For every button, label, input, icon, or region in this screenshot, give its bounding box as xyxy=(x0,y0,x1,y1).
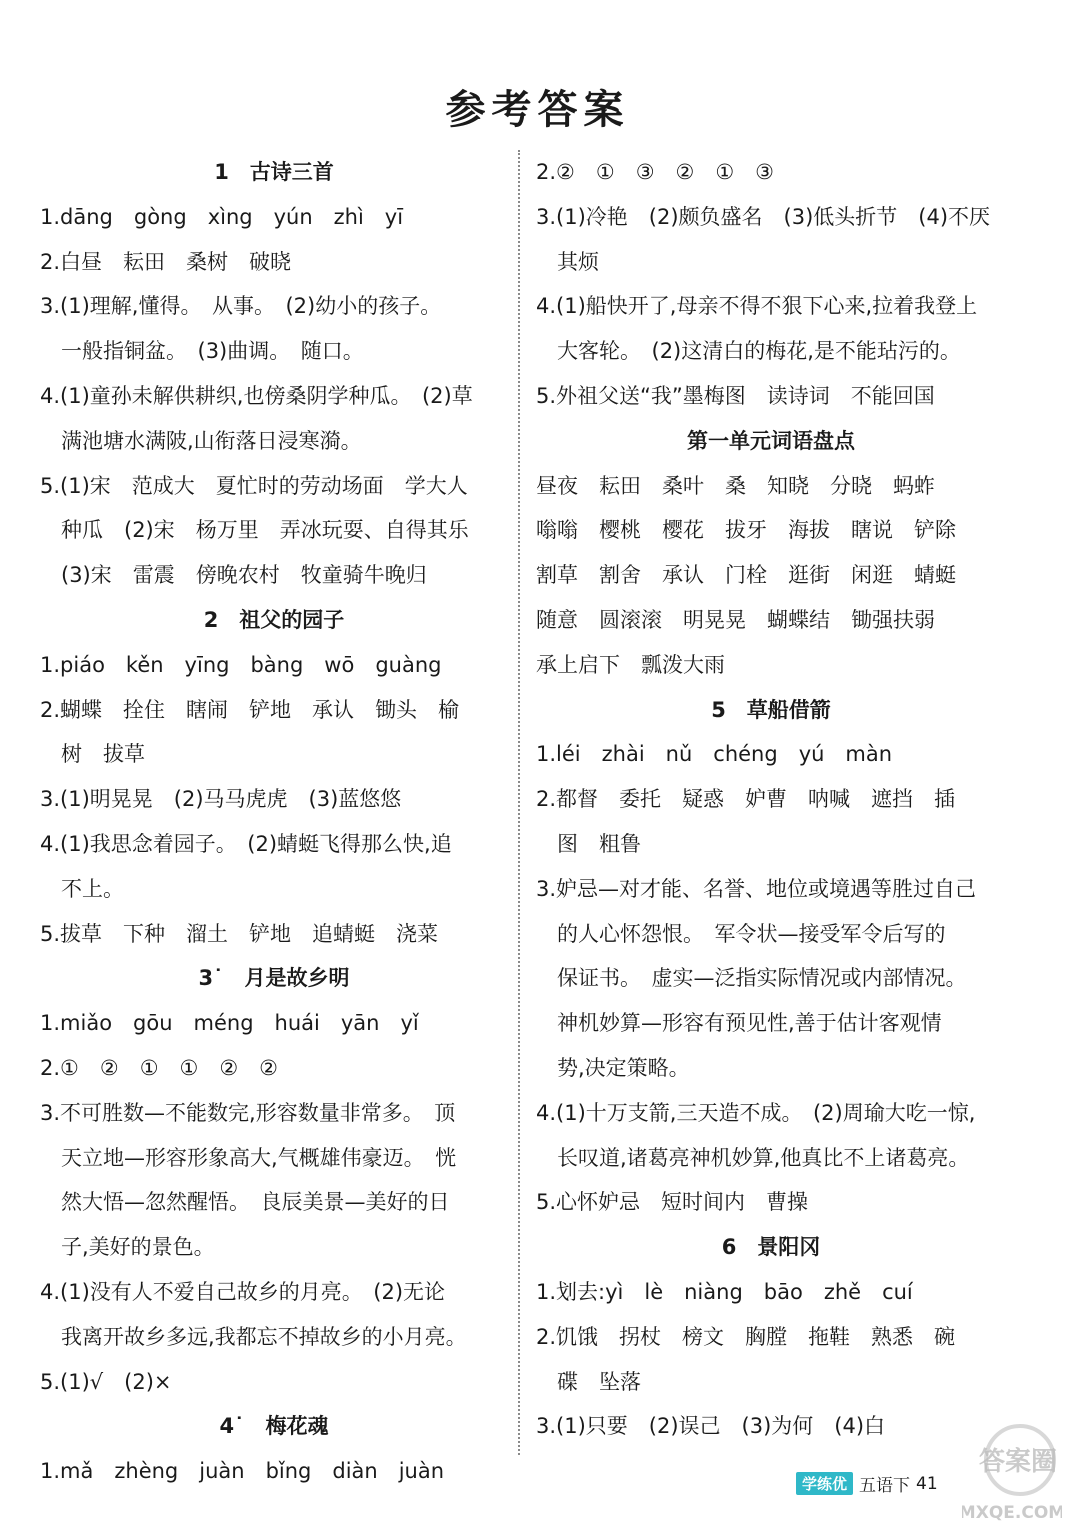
answer-line xyxy=(40,1180,508,1225)
answer-line xyxy=(40,867,508,912)
answer-line xyxy=(536,553,1006,598)
answer-line-text: 2.白昼 耘田 桑树 破晓 xyxy=(40,249,292,274)
answer-line-text: 4.(1)十万支箭,三天造不成。 (2)周瑜大吃一惊, xyxy=(536,1100,976,1125)
answer-line xyxy=(536,1404,1006,1449)
answer-line xyxy=(40,1046,508,1091)
answer-line-text: 势,决定策略。 xyxy=(536,1055,690,1080)
answer-line-text: 2.② ① ③ ② ① ③ xyxy=(536,160,774,184)
page-footer xyxy=(796,1471,938,1496)
section-heading xyxy=(40,598,508,643)
answer-line xyxy=(536,912,1006,957)
answer-line xyxy=(40,374,508,419)
answer-line xyxy=(536,732,1006,777)
section-heading-text: 6 景阳冈 xyxy=(721,1235,821,1260)
answer-line xyxy=(536,374,1006,419)
answer-line-text: 5.心怀妒忌 短时间内 曹操 xyxy=(536,1190,809,1215)
answer-line-text: 1.léi zhài nǔ chéng yú màn xyxy=(536,742,893,767)
subject-label: 五语下 xyxy=(859,1476,911,1496)
answer-line xyxy=(40,732,508,777)
answer-line-text: 子,美好的景色。 xyxy=(40,1235,215,1260)
watermark-icon xyxy=(962,1418,1062,1528)
answer-line xyxy=(40,1001,508,1046)
answer-line xyxy=(40,822,508,867)
watermark-logo xyxy=(962,1418,1062,1528)
answer-line xyxy=(536,195,1006,240)
answer-line xyxy=(40,643,508,688)
answer-line-text: 5.拔草 下种 溜土 铲地 追蜻蜓 浇菜 xyxy=(40,921,439,946)
section-heading-text: 4˙ 梅花魂 xyxy=(219,1414,329,1439)
answer-line xyxy=(536,150,1006,195)
answer-line-text: 我离开故乡多远,我都忘不掉故乡的小月亮。 xyxy=(40,1324,467,1349)
answer-line xyxy=(536,284,1006,329)
answer-line xyxy=(536,1360,1006,1405)
answer-line xyxy=(40,284,508,329)
answer-line xyxy=(40,777,508,822)
section-heading-text: 1 古诗三首 xyxy=(214,160,334,184)
section-heading xyxy=(40,1404,508,1449)
answer-line-text: 1.划去:yì lè niàng bāo zhě cuí xyxy=(536,1279,913,1304)
watermark-text-bottom: MXQE.COM xyxy=(962,1503,1062,1523)
section-heading xyxy=(40,956,508,1001)
answer-line-text: 保证书。 虚实—泛指实际情况或内部情况。 xyxy=(536,966,967,991)
answer-line-text: (3)宋 雷震 傍晚农村 牧童骑牛晚归 xyxy=(40,563,427,588)
answer-line xyxy=(40,195,508,240)
answer-line-text: 嗡嗡 樱桃 樱花 拔牙 海拔 瞎说 铲除 xyxy=(536,518,956,543)
answer-line-text: 满池塘水满陂,山衔落日浸寒漪。 xyxy=(40,428,362,453)
answer-line-text: 一般指铜盆。 (3)曲调。 随口。 xyxy=(40,339,364,364)
answer-line xyxy=(40,1449,508,1494)
answer-line-text: 5.(1)√ (2)× xyxy=(40,1369,172,1394)
answer-line-text: 大客轮。 (2)这清白的梅花,是不能玷污的。 xyxy=(536,339,961,364)
column-divider xyxy=(518,150,520,1455)
answer-line xyxy=(536,1046,1006,1091)
answer-line-text: 割草 割舍 承认 门栓 逛街 闲逛 蜻蜓 xyxy=(536,563,956,588)
answer-column-left xyxy=(40,150,508,1494)
section-heading xyxy=(536,419,1006,464)
answer-line xyxy=(536,1180,1006,1225)
answer-line xyxy=(536,1315,1006,1360)
answer-line-text: 3.妒忌—对才能、名誉、地位或境遇等胜过自己 xyxy=(536,876,977,901)
answer-line-text: 1.dāng gòng xìng yún zhì yī xyxy=(40,204,404,229)
answer-line-text: 5.外祖父送“我”墨梅图 读诗词 不能回国 xyxy=(536,383,935,408)
answer-line xyxy=(536,1136,1006,1181)
section-heading-text: 3˙ 月是故乡明 xyxy=(198,966,350,991)
answer-line xyxy=(40,240,508,285)
answer-line xyxy=(40,1360,508,1405)
answer-line-text: 承上启下 瓢泼大雨 xyxy=(536,652,725,677)
answer-line-text: 3.(1)只要 (2)误己 (3)为何 (4)白 xyxy=(536,1414,886,1439)
answer-line xyxy=(40,464,508,509)
answer-line-text: 1.piáo kěn yīng bàng wō guàng xyxy=(40,652,442,677)
answer-line-text: 4.(1)我思念着园子。 (2)蜻蜓飞得那么快,追 xyxy=(40,831,452,856)
section-heading xyxy=(536,688,1006,733)
answer-line xyxy=(536,1001,1006,1046)
page-number: 41 xyxy=(916,1473,938,1494)
answer-line xyxy=(536,508,1006,553)
answer-line-text: 然大悟—忽然醒悟。 良辰美景—美好的日 xyxy=(40,1190,450,1215)
brand-badge: 学练优 xyxy=(796,1472,853,1495)
answer-line-text: 图 粗鲁 xyxy=(536,831,641,856)
answer-line-text: 2.都督 委托 疑惑 妒曹 呐喊 遮挡 插 xyxy=(536,787,956,812)
answer-line-text: 种瓜 (2)宋 杨万里 弄冰玩耍、自得其乐 xyxy=(40,518,469,543)
page-title: 参考答案 xyxy=(445,86,630,133)
section-heading-text: 5 草船借箭 xyxy=(711,697,831,722)
answer-line xyxy=(536,598,1006,643)
answer-line-text: 2.蝴蝶 拴住 瞎闹 铲地 承认 锄头 榆 xyxy=(40,697,460,722)
answer-line-text: 天立地—形容形象高大,气概雄伟豪迈。 恍 xyxy=(40,1145,457,1170)
answer-line-text: 的人心怀怨恨。 军令状—接受军令后写的 xyxy=(536,921,946,946)
section-heading xyxy=(536,1225,1006,1270)
answer-line-text: 树 拔草 xyxy=(40,742,145,767)
answer-line-text: 3.(1)明晃晃 (2)马马虎虎 (3)蓝悠悠 xyxy=(40,787,402,812)
answer-line xyxy=(536,329,1006,374)
answer-line xyxy=(40,419,508,464)
answer-line xyxy=(536,777,1006,822)
answer-line-text: 4.(1)船快开了,母亲不得不狠下心来,拉着我登上 xyxy=(536,294,978,319)
answer-line-text: 2.① ② ① ① ② ② xyxy=(40,1055,278,1080)
answer-line-text: 神机妙算—形容有预见性,善于估计客观情 xyxy=(536,1011,942,1036)
answer-line-text: 随意 圆滚滚 明晃晃 蝴蝶结 锄强扶弱 xyxy=(536,607,935,632)
answer-line xyxy=(40,329,508,374)
answer-line xyxy=(40,912,508,957)
answer-line-text: 3.(1)理解,懂得。 从事。 (2)幼小的孩子。 xyxy=(40,294,442,319)
answer-line-text: 不上。 xyxy=(40,876,124,901)
answer-line-text: 3.不可胜数—不能数完,形容数量非常多。 顶 xyxy=(40,1100,456,1125)
section-heading-text: 2 祖父的园子 xyxy=(203,607,345,632)
answer-line-text: 4.(1)童孙未解供耕织,也傍桑阴学种瓜。 (2)草 xyxy=(40,383,473,408)
answer-line xyxy=(40,1091,508,1136)
answer-line xyxy=(40,508,508,553)
answer-line xyxy=(40,553,508,598)
watermark-text-top: 答案圈 xyxy=(978,1447,1058,1477)
answer-line-text: 昼夜 耘田 桑叶 桑 知晓 分晓 蚂蚱 xyxy=(536,473,935,498)
answer-line-text: 5.(1)宋 范成大 夏忙时的劳动场面 学大人 xyxy=(40,473,468,498)
answer-line-text: 其烦 xyxy=(536,249,599,274)
answer-line xyxy=(536,240,1006,285)
answer-line xyxy=(40,1225,508,1270)
answer-line xyxy=(40,1270,508,1315)
answer-line xyxy=(536,1270,1006,1315)
answer-line-text: 1.miǎo gōu méng huái yān yǐ xyxy=(40,1011,419,1036)
answer-line-text: 碟 坠落 xyxy=(536,1369,641,1394)
answer-line xyxy=(536,822,1006,867)
answer-line-text: 长叹道,诸葛亮神机妙算,他真比不上诸葛亮。 xyxy=(536,1145,970,1170)
section-heading-text: 第一单元词语盘点 xyxy=(687,428,855,453)
answer-line xyxy=(40,688,508,733)
answer-line xyxy=(40,1315,508,1360)
answer-line-text: 3.(1)冷艳 (2)颇负盛名 (3)低头折节 (4)不厌 xyxy=(536,204,991,229)
answer-line xyxy=(536,1091,1006,1136)
answer-line xyxy=(536,643,1006,688)
answer-line-text: 1.mǎ zhèng juàn bǐng diàn juàn xyxy=(40,1459,445,1484)
answer-column-right xyxy=(536,150,1006,1449)
answer-line-text: 4.(1)没有人不爱自己故乡的月亮。 (2)无论 xyxy=(40,1279,446,1304)
answer-line xyxy=(536,956,1006,1001)
section-heading xyxy=(40,150,508,195)
answer-line-text: 2.饥饿 拐杖 榜文 胸膛 拖鞋 熟悉 碗 xyxy=(536,1324,956,1349)
answer-line xyxy=(536,867,1006,912)
answer-line xyxy=(536,464,1006,509)
answer-line xyxy=(40,1136,508,1181)
